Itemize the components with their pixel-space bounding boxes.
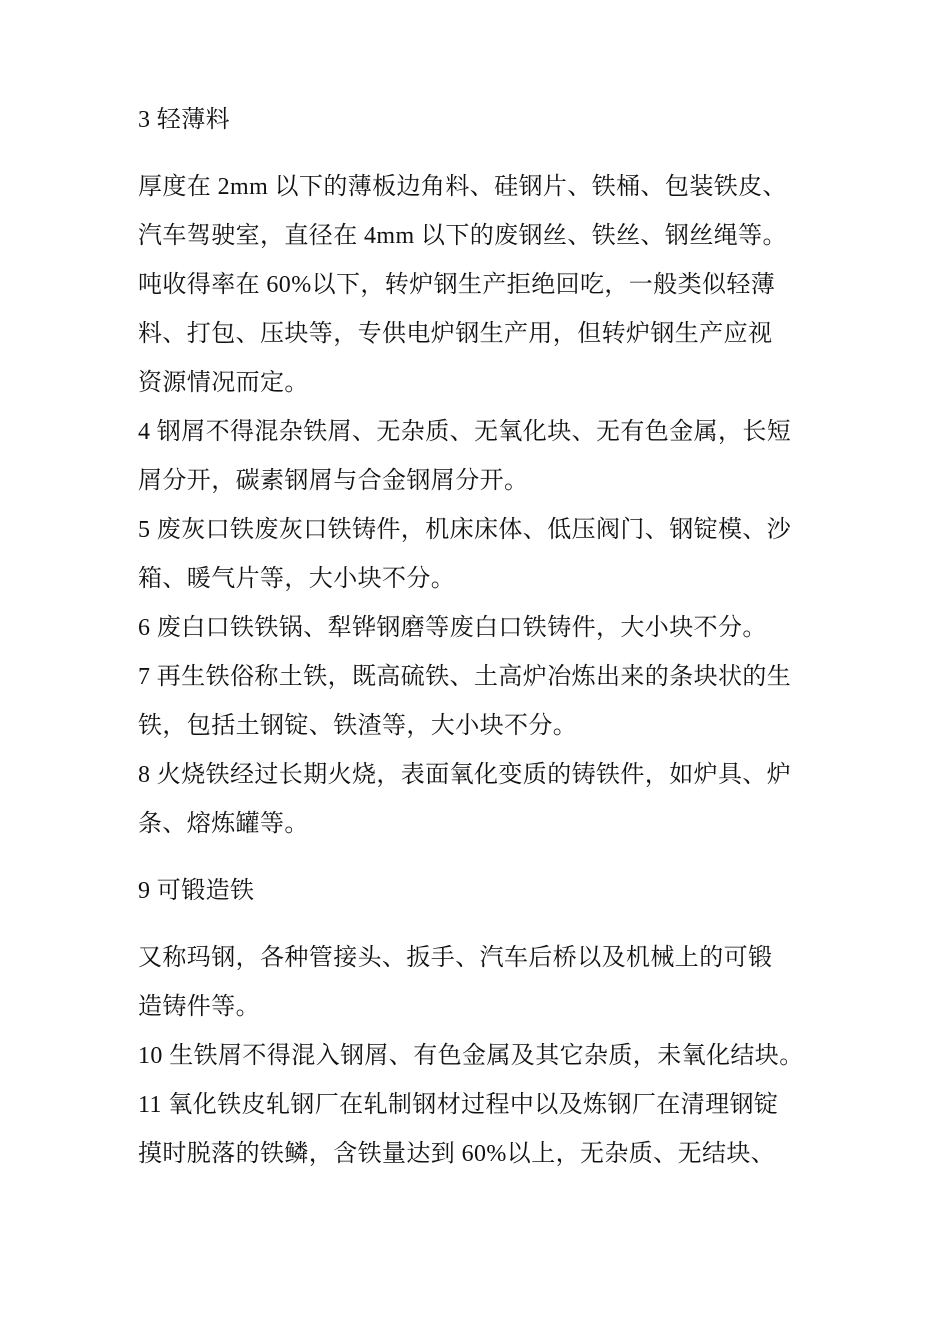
paragraph-line: 又称玛钢，各种管接头、扳手、汽车后桥以及机械上的可锻 xyxy=(138,945,773,971)
paragraph-line: 7 再生铁俗称土铁，既高硫铁、土高炉冶炼出来的条块状的生 xyxy=(138,664,792,690)
paragraph-line: 吨收得率在 60%以下，转炉钢生产拒绝回吃，一般类似轻薄 xyxy=(138,272,776,298)
paragraph-line: 造铸件等。 xyxy=(138,994,260,1020)
paragraph-line: 资源情况而定。 xyxy=(138,370,309,396)
paragraph-line: 条、熔炼罐等。 xyxy=(138,811,309,837)
document-page xyxy=(138,96,828,1179)
paragraph-line: 汽车驾驶室，直径在 4mm 以下的废钢丝、铁丝、钢丝绳等。 xyxy=(138,223,787,249)
section-heading-9: 9 可锻造铁 xyxy=(138,878,255,904)
paragraph-line: 料、打包、压块等，专供电炉钢生产用，但转炉钢生产应视 xyxy=(138,321,773,347)
paragraph-line: 8 火烧铁经过长期火烧，表面氧化变质的铸铁件，如炉具、炉 xyxy=(138,762,792,788)
paragraph-line: 11 氧化铁皮轧钢厂在轧制钢材过程中以及炼钢厂在清理钢锭 xyxy=(138,1092,779,1118)
paragraph-line: 5 废灰口铁废灰口铁铸件，机床床体、低压阀门、钢锭模、沙 xyxy=(138,517,792,543)
paragraph-line: 4 钢屑不得混杂铁屑、无杂质、无氧化块、无有色金属，长短 xyxy=(138,419,792,445)
section-heading-3: 3 轻薄料 xyxy=(138,107,230,133)
paragraph-line: 6 废白口铁铁锅、犁铧钢磨等废白口铁铸件，大小块不分。 xyxy=(138,615,767,641)
paragraph-line: 摸时脱落的铁鳞，含铁量达到 60%以上，无杂质、无结块、 xyxy=(138,1141,776,1167)
paragraph-line: 铁，包括土钢锭、铁渣等，大小块不分。 xyxy=(138,713,578,739)
paragraph-line: 屑分开，碳素钢屑与合金钢屑分开。 xyxy=(138,468,529,494)
paragraph-line: 厚度在 2mm 以下的薄板边角料、硅钢片、铁桶、包装铁皮、 xyxy=(138,174,787,200)
paragraph-line: 箱、暖气片等，大小块不分。 xyxy=(138,566,456,592)
paragraph-line: 10 生铁屑不得混入钢屑、有色金属及其它杂质，未氧化结块。 xyxy=(138,1043,804,1069)
